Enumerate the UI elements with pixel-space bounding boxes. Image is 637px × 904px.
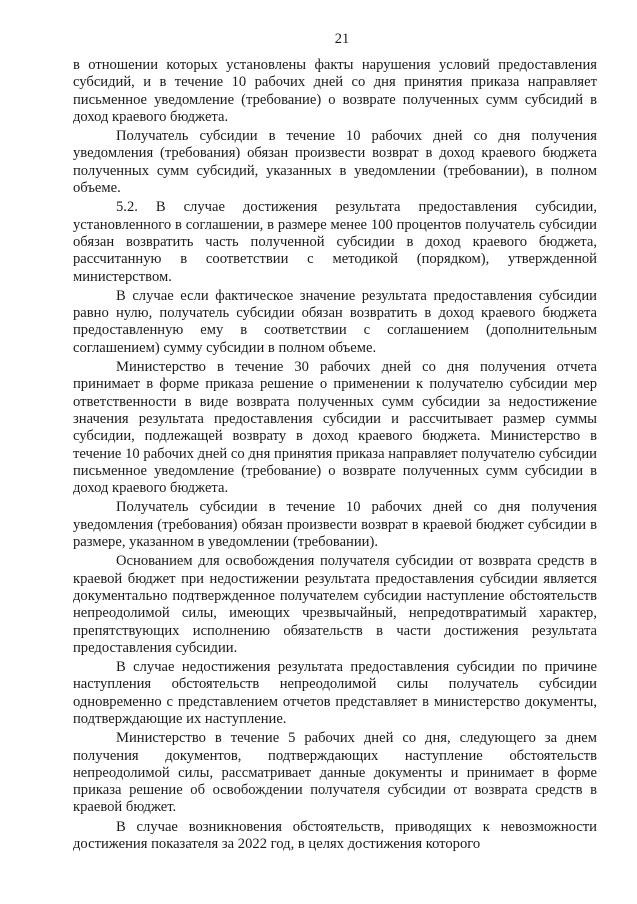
paragraph-5-2: 5.2. В случае достижения результата предоставления субсидии, установленного в соглашении, в размере менее 100 процентов получатель субсидии обязан возвратить часть полученной субсидии в доход краевого бюджета, рассчитанную в соответствии с методикой (порядком), утвержденной министерством.: [73, 199, 597, 285]
paragraph-force-majeure-documents: В случае недостижения результата предоставления субсидии по причине наступления обстоятельств непреодолимой силы получатель субсидии одновременно с представлением отчетов представляет в министерство документы, подтверждающие их наступление.: [73, 659, 597, 727]
paragraph-impossibility: В случае возникновения обстоятельств, приводящих к невозможности достижения показателя за 2022 год, в целях достижения которого: [73, 818, 597, 853]
paragraph-force-majeure-basis: Основанием для освобождения получателя субсидии от возврата средств в краевой бюджет при недостижении результата предоставления субсидии является документально подтвержденное получателем субсидии наступление обстоятельств непреодолимой силы, имеющих чрезвычайный, непредотвратимый характер, препятствующих исполнению обязательств в части достижения результата предоставления субсидии.: [73, 553, 597, 656]
paragraph-ministry-5-days: Министерство в течение 5 рабочих дней со дня, следующего за днем получения документов, подтверждающих наступление обстоятельств непреодолимой силы, рассматривает данные документы и принимает в форме приказа решение об освобождении получателя субсидии от возврата средств в краевой бюджет.: [73, 730, 597, 816]
paragraph-zero-result: В случае если фактическое значение результата предоставления субсидии равно нулю, получатель субсидии обязан возвратить в доход краевого бюджета предоставленную ему в соответствии с соглашением (дополнительным соглашением) сумму субсидии в полном объеме.: [73, 287, 597, 356]
paragraph-continuation: в отношении которых установлены факты нарушения условий предоставления субсидий, и в течение 10 рабочих дней со дня принятия приказа направляет письменное уведомление (требование) о возврате полученных сумм субсидий в доход краевого бюджета.: [73, 57, 597, 125]
paragraph-recipient-10-days: Получатель субсидии в течение 10 рабочих дней со дня получения уведомления (требования) обязан произвести возврат в краевой бюджет субсидии в размере, указанном в уведомлении (требовании).: [73, 499, 597, 551]
page-number: 21: [334, 31, 350, 47]
document-page: [73, 30, 597, 855]
paragraph-ministry-30-days: Министерство в течение 30 рабочих дней со дня получения отчета принимает в форме приказа решение о применении к получателю субсидии мер ответственности в виде возврата полученных сумм субсидии за недостижение значения результата предоставления субсидии и рассчитывает размер суммы субсидии, подлежащей возврату в доход краевого бюджета. Министерство в течение 10 рабочих дней со дня принятия приказа направляет получателю субсидии письменное уведомление (требование) о возврате полученных сумм субсидии в доход краевого бюджета.: [73, 359, 597, 497]
paragraph-recipient-refund: Получатель субсидии в течение 10 рабочих дней со дня получения уведомления (требования) обязан произвести возврат в доход краевого бюджета полученных сумм субсидий, указанных в уведомлении (требовании), в полном объеме.: [73, 128, 597, 197]
